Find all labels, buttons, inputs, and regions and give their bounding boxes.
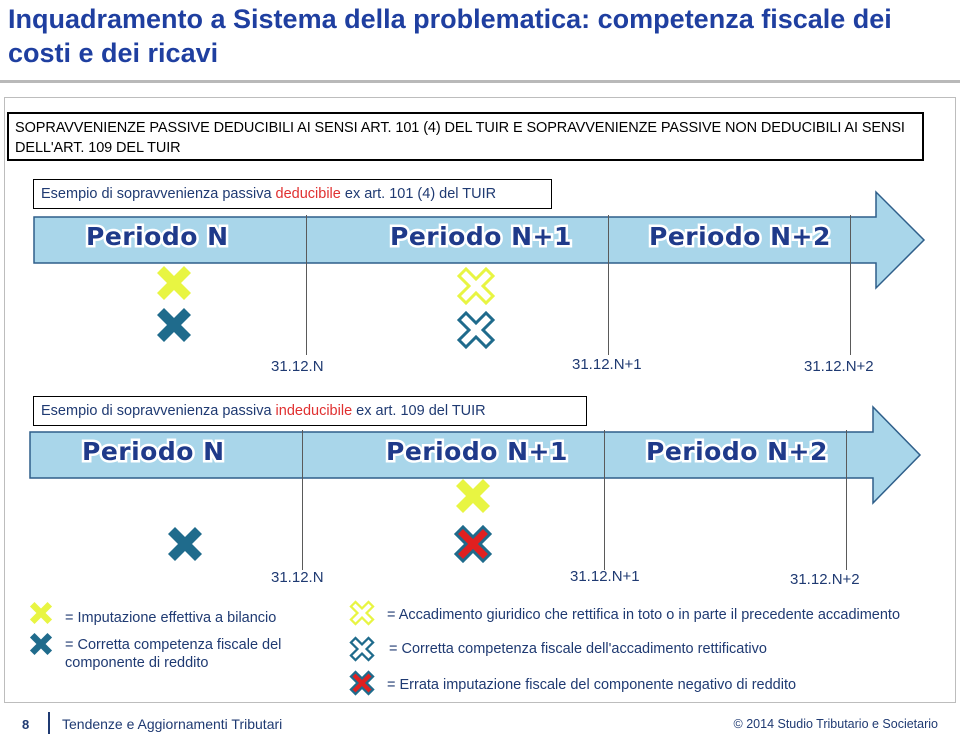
date-n2-1: 31.12.N+2 [804,358,874,375]
period-divider [306,215,307,355]
footer-copyright: © 2014 Studio Tributario e Societario [733,717,938,731]
period-divider [608,215,609,355]
title-divider [0,80,960,83]
period-n1-label-2: Periodo N+1 [386,437,568,466]
yellow-outline-cross-icon [349,600,375,626]
legend-red-cross: = Errata imputazione fiscale del componente negativo di reddito [387,677,797,693]
period-divider [846,430,847,570]
footer-title: Tendenze e Aggiornamenti Tributari [62,716,283,732]
red-cross-icon [453,524,493,564]
blue-solid-cross-icon [165,524,205,564]
blue-solid-cross-icon [154,305,194,345]
blue-outline-cross-icon [456,310,496,350]
headline-box: SOPRAVVENIENZE PASSIVE DEDUCIBILI AI SENSI ART. 101 (4) DEL TUIR E SOPRAVVENIENZE PASSIVE NON DEDUCIBILI AI SENSI DELL'ART. 109 DEL TUIR [7,112,924,161]
yellow-solid-cross-icon [28,600,54,626]
blue-outline-cross-icon [349,636,375,662]
example-2-suffix: ex art. 109 del TUIR [352,403,486,419]
period-n2-label-2: Periodo N+2 [646,437,828,466]
legend-yellow-solid: = Imputazione effettiva a bilancio [65,610,277,626]
date-n2-2: 31.12.N+2 [790,571,860,588]
date-n1-1: 31.12.N+1 [572,356,642,373]
yellow-outline-cross-icon [456,266,496,306]
footer-divider [48,712,50,734]
period-n2-label-1: Periodo N+2 [649,222,831,251]
example-2-highlight: indeducibile [275,403,353,419]
example-2-prefix: Esempio di sopravvenienza passiva [41,403,276,419]
period-divider [850,215,851,355]
page-number: 8 [22,717,30,732]
red-cross-icon [349,670,375,696]
blue-solid-cross-icon [28,631,54,657]
date-n-2: 31.12.N [271,569,324,586]
period-n1-label-1: Periodo N+1 [390,222,572,251]
legend-blue-solid: = Corretta competenza fiscale del componente di reddito [65,637,282,671]
legend-blue-outline: = Corretta competenza fiscale dell'accadimento rettificativo [389,641,767,657]
example-1-suffix: ex art. 101 (4) del TUIR [340,186,497,202]
yellow-solid-cross-icon [154,263,194,303]
period-n-label-1: Periodo N [86,222,229,251]
period-divider [302,430,303,570]
example-1-prefix: Esempio di sopravvenienza passiva [41,186,276,202]
period-n-label-2: Periodo N [82,437,225,466]
yellow-solid-cross-icon [453,476,493,516]
example-1-highlight: deducibile [275,186,341,202]
date-n1-2: 31.12.N+1 [570,568,640,585]
legend-yellow-outline: = Accadimento giuridico che rettifica in toto o in parte il precedente accadimento [387,607,901,623]
page-title: Inquadramento a Sistema della problematica: competenza fiscale dei costi e dei ricavi [8,4,892,68]
period-divider [604,430,605,570]
date-n-1: 31.12.N [271,358,324,375]
